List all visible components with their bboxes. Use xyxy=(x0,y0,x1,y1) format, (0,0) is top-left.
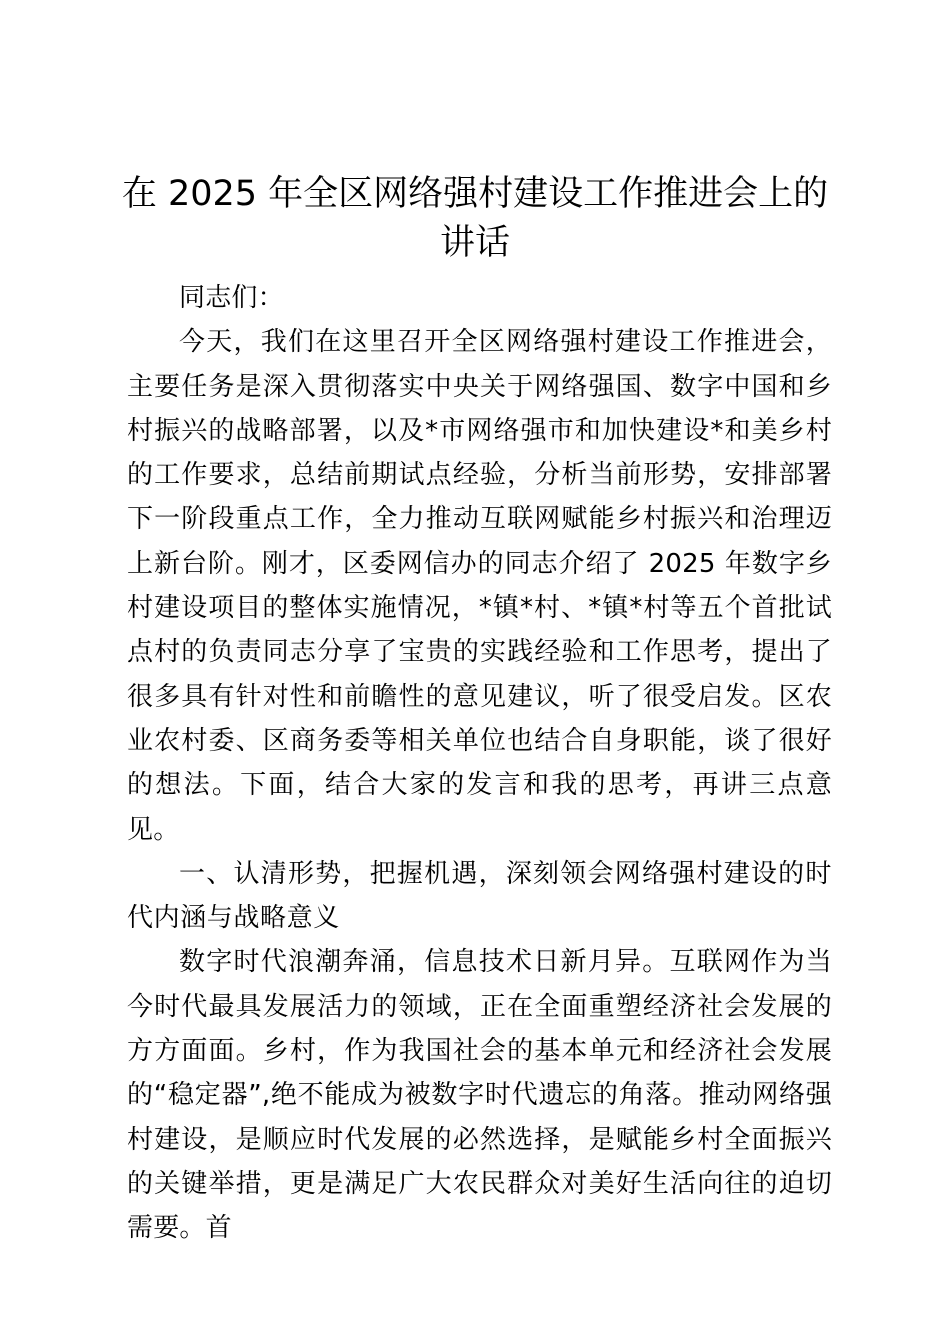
title-line-2: 讲话 xyxy=(439,223,510,263)
document-body xyxy=(127,276,832,1251)
document-title xyxy=(120,170,830,268)
section-paragraph: 数字时代浪潮奔涌，信息技术日新月异。互联网作为当今时代最具发展活力的领域，正在全面重塑经济社会发展的方方面面。乡村，作为我国社会的基本单元和经济社会发展的“稳定器”,绝不能成为被数字时代遗忘的角落。推动网络强村建设，是顺应时代发展的必然选择，是赋能乡村全面振兴的关键举措，更是满足广大农民群众对美好生活向往的迫切需要。首 xyxy=(127,947,832,1244)
intro-paragraph: 今天，我们在这里召开全区网络强村建设工作推进会，主要任务是深入贯彻落实中央关于网络强国、数字中国和乡村振兴的战略部署，以及*市网络强市和加快建设*和美乡村的工作要求，总结前期试点经验，分析当前形势，安排部署下一阶段重点工作，全力推动互联网赋能乡村振兴和治理迈上新台阶。刚才，区委网信办的同志介绍了 2025 年数字乡村建设项目的整体实施情况，*镇*村、*镇*村等五个首批试点村的负责同志分享了宝贵的实践经验和工作思考，提出了很多具有针对性和前瞻性的意见建议，听了很受启发。区农业农村委、区商务委等相关单位也结合自身职能，谈了很好的想法。下面，结合大家的发言和我的思考，再讲三点意见。 xyxy=(127,327,832,845)
greeting: 同志们： xyxy=(179,283,284,313)
section-heading: 一、认清形势，把握机遇，深刻领会网络强村建设的时代内涵与战略意义 xyxy=(127,858,832,934)
title-line-1: 在 2025 年全区网络强村建设工作推进会上的 xyxy=(121,174,829,214)
